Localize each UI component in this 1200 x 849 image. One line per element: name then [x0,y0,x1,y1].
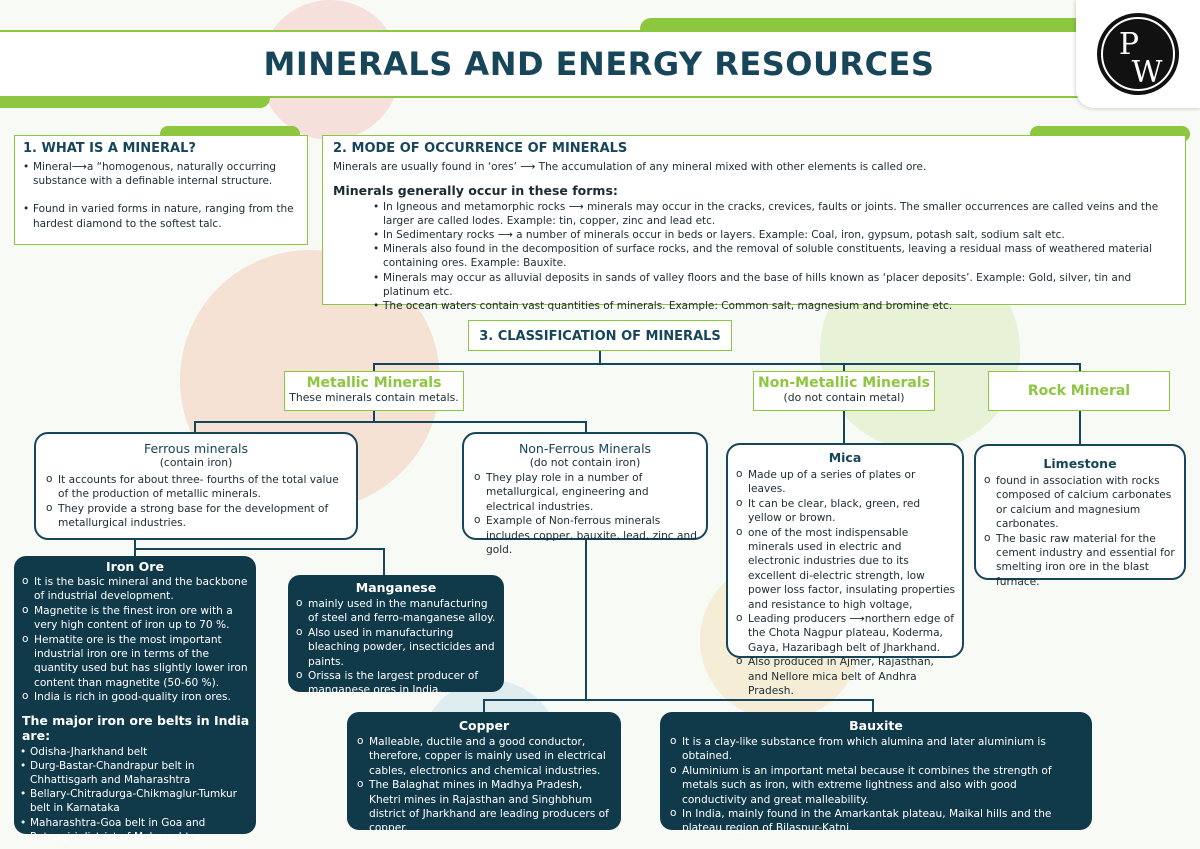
list-item: o mainly used in the manufacturing of steel and ferro-manganese alloy. [294,597,498,626]
connector-line [134,548,384,550]
occurrence-subheading: Minerals generally occur in these forms: [333,182,618,198]
list-item: o Leading producers ⟶northern edge of the Chota Nagpur plateau, Koderma, Gaya, Hazaribagh belt of Jharkhand. [734,612,956,655]
list-item: o Magnetite is the finest iron ore with a very high content of iron up to 70 %. [20,604,250,633]
card-title: Ferrous minerals [143,441,249,456]
list-item: • Mineral⟶a “homogenous, naturally occurring substance with a definable internal structure. [23,160,299,188]
connector-line [599,350,601,364]
what-is-mineral-section [14,135,308,245]
rock-mineral-title: Rock Mineral [1027,383,1131,399]
connector-line [1079,363,1081,371]
card-title: Bauxite [849,718,903,733]
mica-card [726,443,964,698]
metallic-subtitle: These minerals contain metals. [289,391,459,404]
card-title: Non-Ferrous Minerals [518,441,652,456]
list-item: o They provide a strong base for the development of metallurgical industries. [44,502,348,531]
list-item: • Minerals also found in the decomposition of surface rocks, and the removal of soluble constituents, leaving a residual mass of weathered material containing ores. Example: Bauxite. [373,242,1165,270]
list-item: • The ocean waters contain vast quantities of minerals. Example: Common salt, magnesium and bromine etc. [373,299,1165,313]
iron-ore-card [14,556,256,843]
list-item: o In India, mainly found in the Amarkantak plateau, Maikal hills and the plateau region of Bilaspur-Katni. [668,807,1084,836]
manganese-card [288,575,504,697]
pw-logo [1076,0,1200,108]
copper-card [347,712,621,835]
list-item: o They play role in a number of metallurgical, engineering and electrical industries. [472,471,698,514]
iron-belts-heading: The major iron ore belts in India are: [22,712,250,743]
list-item: • Odisha-Jharkhand belt [20,745,250,759]
non-metallic-title: Non-Metallic Minerals [758,375,930,391]
bauxite-card [660,712,1092,835]
card-title: Copper [458,718,510,733]
list-item: • Found in varied forms in nature, ranging from the hardest diamond to the softest talc. [23,202,299,230]
list-item: o Made up of a series of plates or leaves. [734,468,956,497]
classification-heading-box [468,320,732,351]
connector-line [1079,411,1081,444]
connector-line [843,363,845,371]
list-item: • Bellary-Chitradurga-Chikmaglur-Tumkur belt in Karnataka [20,787,250,815]
list-item: o The basic raw material for the cement industry and essential for smelting iron ore in the blast furnace. [982,532,1178,590]
pw-logo-icon [1076,0,1200,108]
connector-line [373,363,375,371]
card-title: Iron Ore [106,559,164,574]
card-subtitle: (contain iron) [159,456,233,469]
card-title: Manganese [355,580,437,595]
list-item: o Aluminium is an important metal because it combines the strength of metals such as iron, with extreme lightness and also with good conductivity and great malleability. [668,764,1084,807]
limestone-card [974,444,1186,588]
rock-mineral-box [988,371,1170,411]
list-item: • Minerals may occur as alluvial deposits in sands of valley floors and the base of hills known as ‘placer deposits’. Example: Gold, silver, tin and platinum etc. [373,271,1165,299]
card-subtitle: (do not contain iron) [529,456,641,469]
logo-letter-p: P [1118,27,1140,62]
list-item: o one of the most indispensable minerals used in electric and electronic industries due to its excellent di-electric strength, low power loss factor, insulating properties and resistance to high voltage, [734,526,956,612]
list-item: o Malleable, ductile and a good conductor, therefore, copper is mainly used in electrical cables, electronics and chemical industries. [355,735,613,778]
list-item: • In Sedimentary rocks ⟶ a number of minerals occur in beds or layers. Example: Coal, iron, gypsum, potash salt, sodium salt etc. [373,228,1165,242]
list-item: o Example of Non-ferrous minerals includes copper, bauxite, lead, zinc and gold. [472,514,698,557]
list-item: o It accounts for about three- fourths of the total value of the production of metallic minerals. [44,473,348,502]
connector-line [194,421,586,423]
occurrence-section [322,135,1186,312]
connector-line [483,699,485,713]
title-banner [0,30,1200,98]
connector-line [843,411,845,443]
list-item: o Also used in manufacturing bleaching powder, insecticides and paints. [294,626,498,669]
list-item: o It is the basic mineral and the backbone of industrial development. [20,575,250,604]
list-item: o Orissa is the largest producer of manganese ores in India. [294,669,498,698]
metallic-minerals-box [284,371,464,411]
list-item: o Also produced in Ajmer, Rajasthan, and Nellore mica belt of Andhra Pradesh. [734,655,956,698]
connector-line [373,363,1081,365]
non-metallic-subtitle: (do not contain metal) [783,391,905,404]
section-heading: 2. MODE OF OCCURRENCE OF MINERALS [333,141,628,156]
logo-letter-w: W [1131,55,1163,90]
list-item: o India is rich in good-quality iron ores. [20,690,250,704]
connector-line [872,699,874,713]
card-title: Limestone [1043,456,1117,471]
occurrence-intro: Minerals are usually found in ‘ores’ ⟶ The accumulation of any mineral mixed with other elements is called ore. [333,161,927,173]
list-item: o Hematite ore is the most important industrial iron ore in terms of the quantity used but has slightly lower iron content than magnetite (50-60 %). [20,633,250,691]
list-item: • Durg-Bastar-Chandrapur belt in Chhattisgarh and Maharashtra [20,759,250,787]
list-item: o It is a clay-like substance from which alumina and later aluminium is obtained. [668,735,1084,764]
list-item: o The Balaghat mines in Madhya Pradesh, Khetri mines in Rajasthan and Singhbhum district of Jharkhand are leading producers of copper. [355,778,613,836]
connector-line [585,540,587,700]
connector-line [483,699,873,701]
list-item: • Maharashtra-Goa belt in Goa and Ratnagiri district of Maharashtra [20,816,250,844]
connector-line [383,548,385,576]
list-item: o found in association with rocks composed of calcium carbonates or calcium and magnesium carbonates. [982,474,1178,532]
section-heading: 3. CLASSIFICATION OF MINERALS [479,329,721,344]
list-item: • In Igneous and metamorphic rocks ⟶ minerals may occur in the cracks, crevices, faults or joints. The smaller occurrences are called veins and the larger are called lodes. Example: tin, copper, zinc and lead etc. [373,200,1165,228]
non-metallic-minerals-box [753,371,935,411]
section-heading: 1. WHAT IS A MINERAL? [23,141,196,156]
ferrous-minerals-card [34,432,358,540]
card-title: Mica [828,450,862,465]
list-item: o It can be clear, black, green, red yellow or brown. [734,497,956,526]
page-title: MINERALS AND ENERGY RESOURCES [263,45,935,83]
metallic-title: Metallic Minerals [306,375,442,391]
non-ferrous-minerals-card [462,432,708,557]
